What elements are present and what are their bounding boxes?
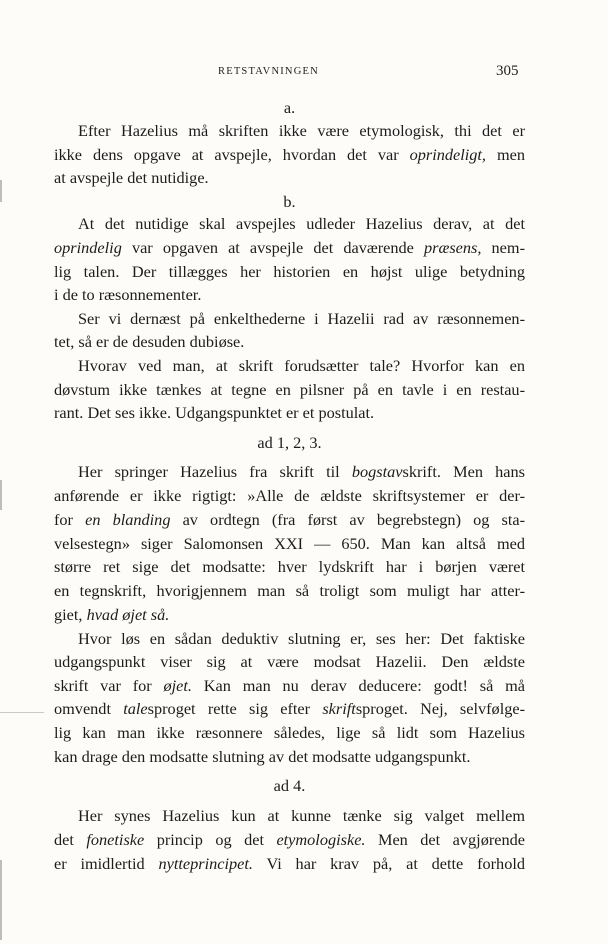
italic-text: fonetiske <box>86 830 145 849</box>
text-line <box>54 330 525 354</box>
text-run: rant. Det ses ikke. Udgangspunktet er et postulat. <box>54 403 375 422</box>
text-run: ad 4. <box>273 776 306 795</box>
text-line <box>78 119 525 143</box>
text-run: Vi har krav på, at dette forhold <box>252 854 525 873</box>
text-run: kan drage den modsatte slutning av det modsatte udgangspunkt. <box>54 747 471 766</box>
text-run: a. <box>283 98 296 117</box>
italic-text: etymologiske. <box>276 830 366 849</box>
italic-text: nytteprincipet. <box>158 854 253 873</box>
text-line <box>54 828 525 852</box>
italic-text: skrift <box>322 699 356 718</box>
text-line <box>54 852 525 876</box>
text-run: en tegnskrift, hvorigjennem man så troligt som muligt har atter- <box>54 581 525 600</box>
text-run: sproget. Nej, selvfølge- <box>355 699 526 718</box>
text-run: skrift var for <box>54 676 164 695</box>
page-number: 305 <box>496 63 519 79</box>
text-line <box>54 650 525 674</box>
italic-text: øjet. <box>163 676 192 695</box>
text-run: ad 1, 2, 3. <box>257 433 322 452</box>
text-run: døvstum ikke tænkes at tegne en pilsner på en tavle i en restau- <box>54 380 525 399</box>
text-run: udgangspunkt viser sig at være modsat Hazelii. Den ældste <box>54 652 525 671</box>
scan-edge-mark <box>0 180 2 202</box>
text-line <box>54 283 525 307</box>
text-run: av ordtegn (fra først av begrebstegn) og sta- <box>170 510 525 529</box>
text-line <box>54 378 525 402</box>
text-run: Kan man nu derav deducere: godt! så må <box>192 676 525 695</box>
text-run: lig talen. Der tillægges her historien en højst ulige betydning <box>54 262 525 281</box>
text-run: skrift. Men hans <box>402 462 525 481</box>
scan-edge-mark <box>0 860 2 940</box>
section-heading <box>54 431 525 455</box>
text-run: for <box>54 510 86 529</box>
text-line <box>54 508 525 532</box>
text-run: er imidlertid <box>54 854 159 873</box>
text-run: men <box>486 145 525 164</box>
text-line <box>54 532 525 556</box>
text-run: b. <box>283 192 296 211</box>
text-line <box>78 804 525 828</box>
text-line <box>54 143 525 167</box>
italic-text: bogstav <box>351 462 403 481</box>
scan-edge-mark <box>0 480 2 510</box>
text-run: sproget rette sig efter <box>147 699 323 718</box>
italic-text: oprindeligt, <box>409 145 487 164</box>
text-run: større ret sige det modsatte: hver lydskrift har i børjen været <box>54 557 525 576</box>
text-line <box>54 745 525 769</box>
text-run: omvendt <box>54 699 124 718</box>
text-run: At det nutidige skal avspejles udleder Hazelius derav, at det <box>78 214 525 233</box>
italic-text: tale <box>123 699 148 718</box>
text-line <box>54 579 525 603</box>
text-run: Her synes Hazelius kun at kunne tænke sig valget mellem <box>78 806 525 825</box>
italic-text: oprindelig <box>54 238 122 257</box>
text-line <box>54 721 525 745</box>
text-run: ikke dens opgave at avspejle, hvordan det var <box>54 145 410 164</box>
italic-text: præsens, <box>423 238 482 257</box>
running-head: RETSTAVNINGEN <box>218 66 319 77</box>
page-header <box>0 64 608 84</box>
text-run: Men det avgjørende <box>365 830 525 849</box>
italic-text: hvad øjet så. <box>86 605 170 624</box>
scan-edge-line <box>0 712 44 713</box>
text-run: nem- <box>481 238 525 257</box>
text-run: Hvor løs en sådan deduktiv slutning er, ses her: Det faktiske <box>78 629 525 648</box>
text-line <box>78 307 525 331</box>
text-line <box>78 212 525 236</box>
text-run: Hvorav ved man, at skrift forudsætter tale? Hvorfor kan en <box>78 356 525 375</box>
italic-text: en blanding <box>85 510 171 529</box>
section-heading <box>54 190 525 214</box>
text-line <box>78 460 525 484</box>
text-line <box>54 674 525 698</box>
text-run: at avspejle det nutidige. <box>54 168 209 187</box>
text-run: Her springer Hazelius fra skrift til <box>78 462 352 481</box>
text-run: i de to ræsonnementer. <box>54 285 202 304</box>
text-line <box>54 484 525 508</box>
text-line <box>54 236 525 260</box>
text-run: velsestegn» siger Salomonsen XXI — 650. Man kan altså med <box>54 534 525 553</box>
text-line <box>54 401 525 425</box>
text-run: tet, så er de desuden dubiøse. <box>54 332 245 351</box>
text-line <box>54 697 525 721</box>
text-run: Efter Hazelius må skriften ikke være etymologisk, thi det er <box>78 121 525 140</box>
section-heading <box>54 774 525 798</box>
section-heading <box>54 96 525 120</box>
text-run: anførende er ikke rigtigt: »Alle de ældste skriftsystemer er der- <box>54 486 525 505</box>
text-line <box>78 627 525 651</box>
text-line <box>78 354 525 378</box>
text-line <box>54 555 525 579</box>
text-run: giet, <box>54 605 87 624</box>
text-run: det <box>54 830 87 849</box>
text-run: princip og det <box>144 830 277 849</box>
text-line <box>54 603 525 627</box>
text-line <box>54 166 525 190</box>
text-run: Ser vi dernæst på enkelthederne i Hazelii rad av ræsonnemen- <box>78 309 525 328</box>
text-run: var opgaven at avspejle det daværende <box>121 238 424 257</box>
text-line <box>54 260 525 284</box>
text-run: lig kan man ikke ræsonnere således, lige så lidt som Hazelius <box>54 723 525 742</box>
